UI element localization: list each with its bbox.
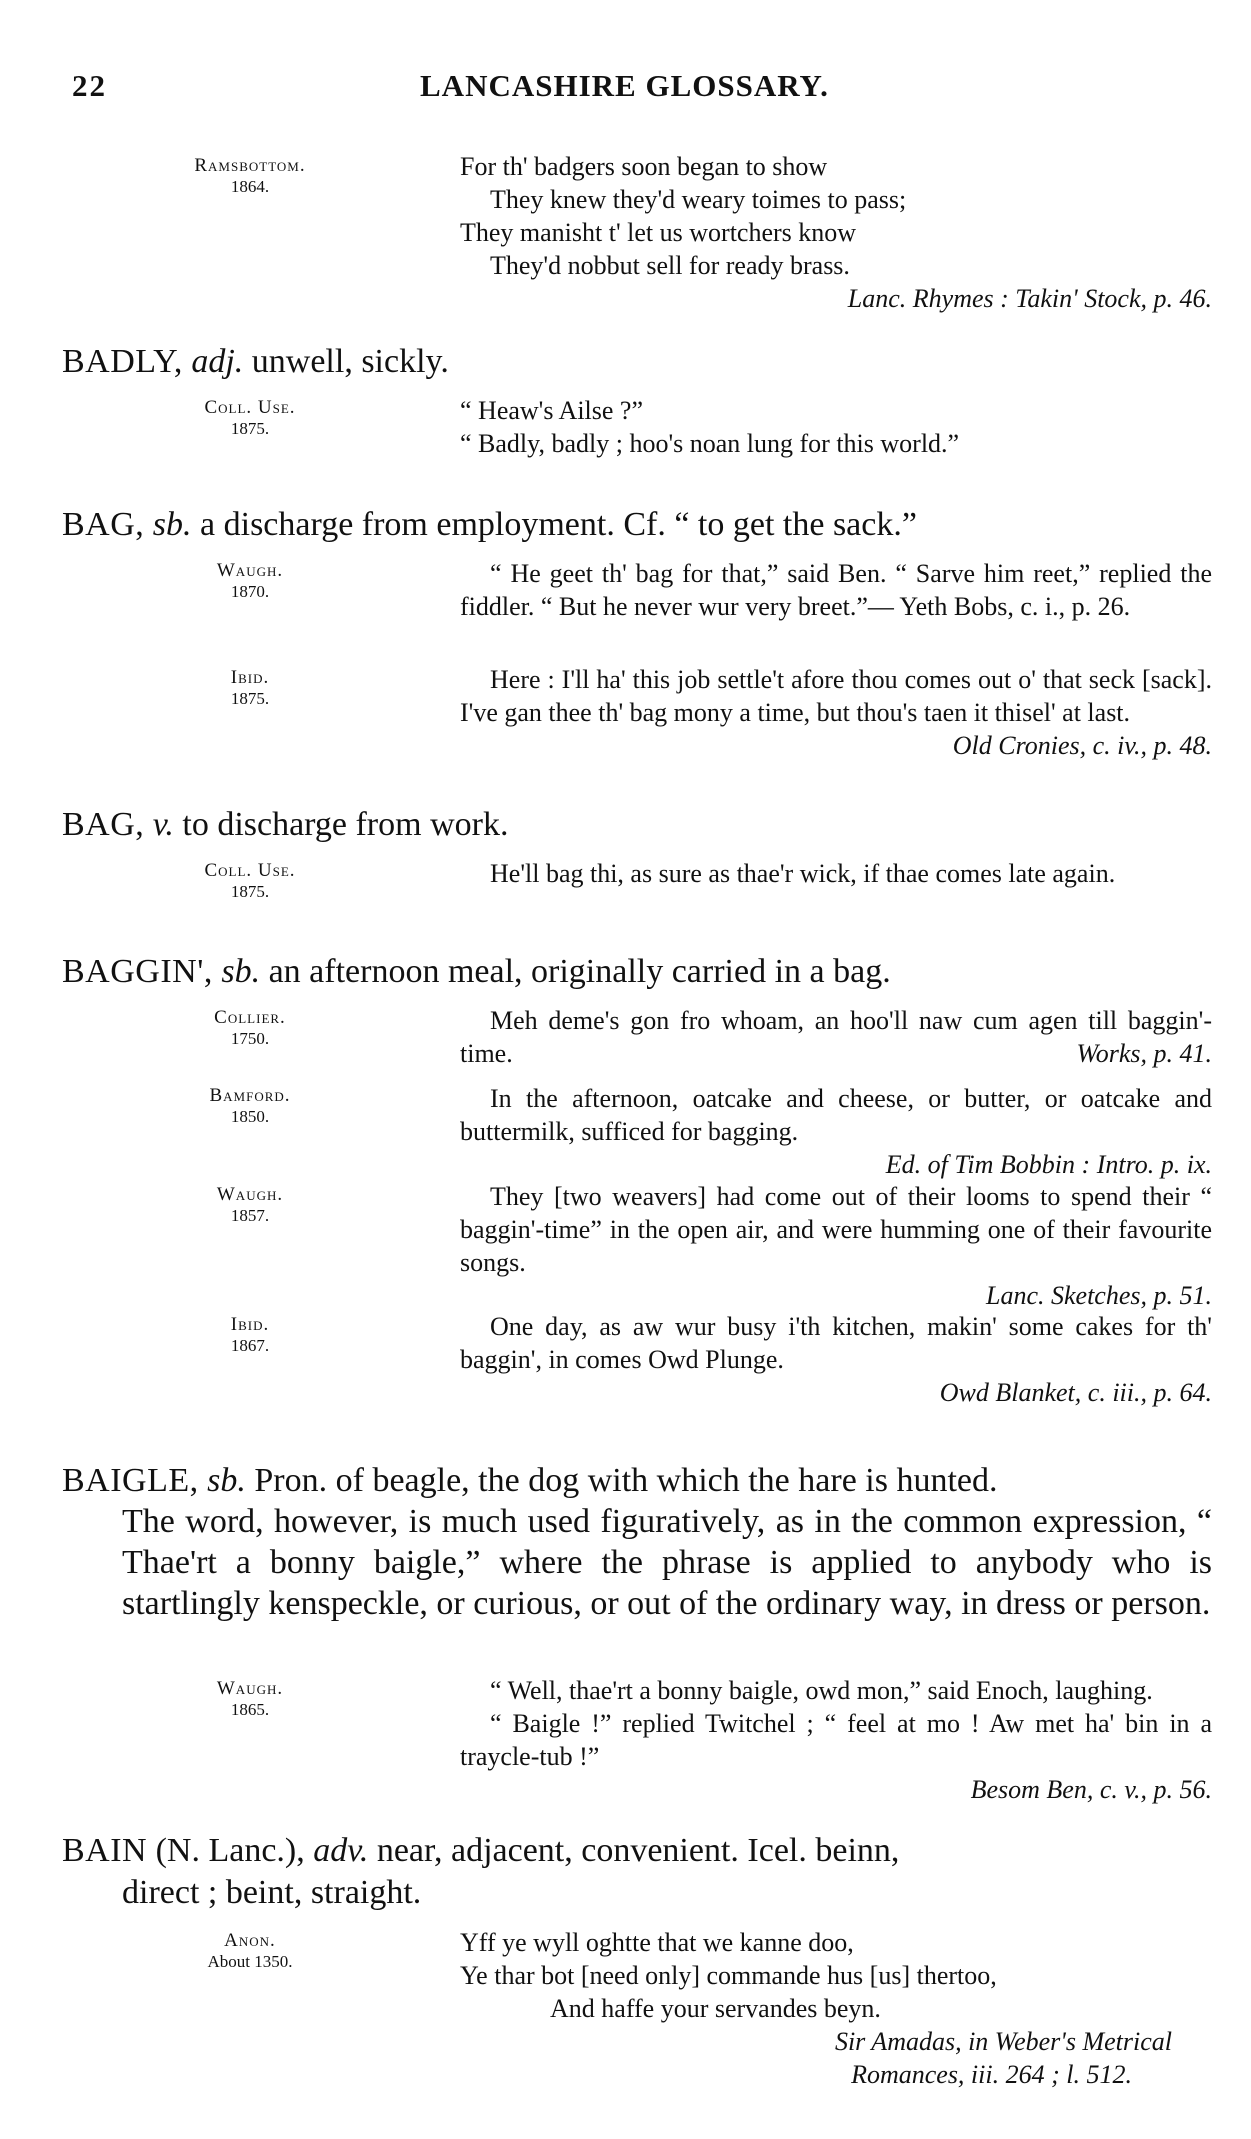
citation: Ed. of Tim Bobbin : Intro. p. ix.: [885, 1150, 1212, 1179]
citation: Lanc. Rhymes : Takin' Stock, p. 46.: [847, 284, 1212, 313]
part-of-speech: v.: [152, 806, 174, 843]
headword: BADLY,: [62, 343, 183, 380]
quote-text: They [two weavers] had come out of their looms to spend their “ baggin'-time” in the open air, and were humming one of their favourite songs. Lanc. Sketches, p. 51.: [460, 1182, 1212, 1310]
headword-line: [62, 805, 1212, 845]
quote-text: He'll bag thi, as sure as thae'r wick, if thae comes late again.: [490, 859, 1116, 888]
citation: Old Cronies, c. iv., p. 48.: [952, 731, 1212, 760]
part-of-speech: sb.: [152, 506, 192, 543]
headword: BAG,: [62, 806, 145, 843]
quote-source: Collier. 1750.: [214, 1007, 286, 1048]
quote-source: Bamford. 1850.: [209, 1085, 291, 1126]
quote-source: Waugh. 1857.: [216, 1184, 284, 1225]
definition: near, adjacent, convenient. Icel. beinn,: [376, 1832, 900, 1869]
headword-line: [62, 1460, 1212, 1624]
citation-continued: Romances, iii. 264 ; l. 512.: [851, 2060, 1132, 2089]
definition: unwell, sickly.: [251, 343, 449, 380]
citation: Sir Amadas, in Weber's Metrical: [834, 2027, 1172, 2056]
headword-line: [62, 505, 1212, 545]
citation: Lanc. Sketches, p. 51.: [985, 1281, 1212, 1310]
citation: Owd Blanket, c. iii., p. 64.: [939, 1378, 1212, 1407]
headword: BAIN: [62, 1832, 148, 1869]
definition: a discharge from employment. Cf. “ to get the sack.”: [200, 506, 917, 543]
definition: an afternoon meal, originally carried in a bag.: [268, 953, 891, 990]
part-of-speech: sb.: [221, 953, 261, 990]
quote-source: Waugh. 1865.: [216, 1678, 284, 1719]
definition: to discharge from work.: [182, 806, 509, 843]
quote-text: “ Heaw's Ailse ?” “ Badly, badly ; hoo's noan lung for this world.”: [460, 396, 960, 458]
definition-continued: The word, however, is much used figuratively, as in the common expression, “ Thae'rt a bonny baigle,” where the phrase is applied to anybody who is startlingly kenspeckle, or curious, or out of the ordinary way, in dress or person.: [122, 1503, 1212, 1622]
quote-source: Ramsbottom. 1864.: [194, 155, 306, 196]
headword-line: [62, 342, 1212, 382]
verse-quote: For th' badgers soon began to show They knew they'd weary toimes to pass; They manisht t' let us wortchers know They'd nobbut sell for ready brass. Lanc. Rhymes : Takin' Stock, p. 46.: [460, 152, 1212, 313]
quote-text: “ He geet th' bag for that,” said Ben. “ Sarve him reet,” replied the fiddler. “ But he never wur very breet.”— Yeth Bobs, c. i., p. 26.: [460, 559, 1212, 621]
part-of-speech: sb.: [207, 1462, 246, 1499]
quote-source: Anon. About 1350.: [207, 1930, 293, 1971]
quote-text: “ Well, thae'rt a bonny baigle, owd mon,” said Enoch, laughing. “ Baigle !” replied Twitchel ; “ feel at mo ! Aw met ha' bin in a traycle-tub !” Besom Ben, c. v., p. 56.: [460, 1676, 1212, 1804]
quote-source: Coll. Use. 1875.: [204, 860, 296, 901]
citation: Besom Ben, c. v., p. 56.: [970, 1775, 1212, 1804]
definition-continued: direct ; beint, straight.: [122, 1874, 422, 1911]
region-label: (N. Lanc.),: [155, 1832, 305, 1869]
running-title: LANCASHIRE GLOSSARY.: [420, 68, 829, 103]
headword-line: [62, 952, 1212, 992]
part-of-speech: adv.: [313, 1832, 369, 1869]
quote-source: Ibid. 1875.: [230, 667, 270, 708]
headword-line: [62, 1830, 1212, 1914]
quote-text: Meh deme's gon fro whoam, an hoo'll naw cum agen till baggin'-time. Works, p. 41.: [460, 1006, 1212, 1068]
page-header: [0, 68, 1251, 108]
quote-text: In the afternoon, oatcake and cheese, or butter, or oatcake and buttermilk, sufficed for bagging. Ed. of Tim Bobbin : Intro. p. ix.: [460, 1084, 1212, 1179]
quote-source: Coll. Use. 1875.: [204, 397, 296, 438]
quote-text: Here : I'll ha' this job settle't afore thou comes out o' that seck [sack]. I've gan thee th' bag mony a time, but thou's taen it thisel' at last. Old Cronies, c. iv., p. 48.: [460, 665, 1212, 760]
definition: Pron. of beagle, the dog with which the hare is hunted.: [254, 1462, 998, 1499]
quote-source: Ibid. 1867.: [230, 1314, 270, 1355]
headword: BAGGIN',: [62, 953, 213, 990]
quote-source: Waugh. 1870.: [216, 560, 284, 601]
citation: Works, p. 41.: [1076, 1039, 1212, 1068]
headword: BAIGLE,: [62, 1462, 199, 1499]
part-of-speech: adj.: [191, 343, 244, 380]
headword: BAG,: [62, 506, 145, 543]
verse-quote: Yff ye wyll oghtte that we kanne doo, Ye thar bot [need only] commande hus [us] thertoo, And haffe your servandes beyn. Sir Amadas, in Weber's Metrical Romances, iii. 264 ; l. 512.: [460, 1926, 1212, 2091]
quote-text: One day, as aw wur busy i'th kitchen, makin' some cakes for th' baggin', in comes Owd Plunge. Owd Blanket, c. iii., p. 64.: [460, 1312, 1212, 1407]
page-number: 22: [72, 68, 107, 103]
